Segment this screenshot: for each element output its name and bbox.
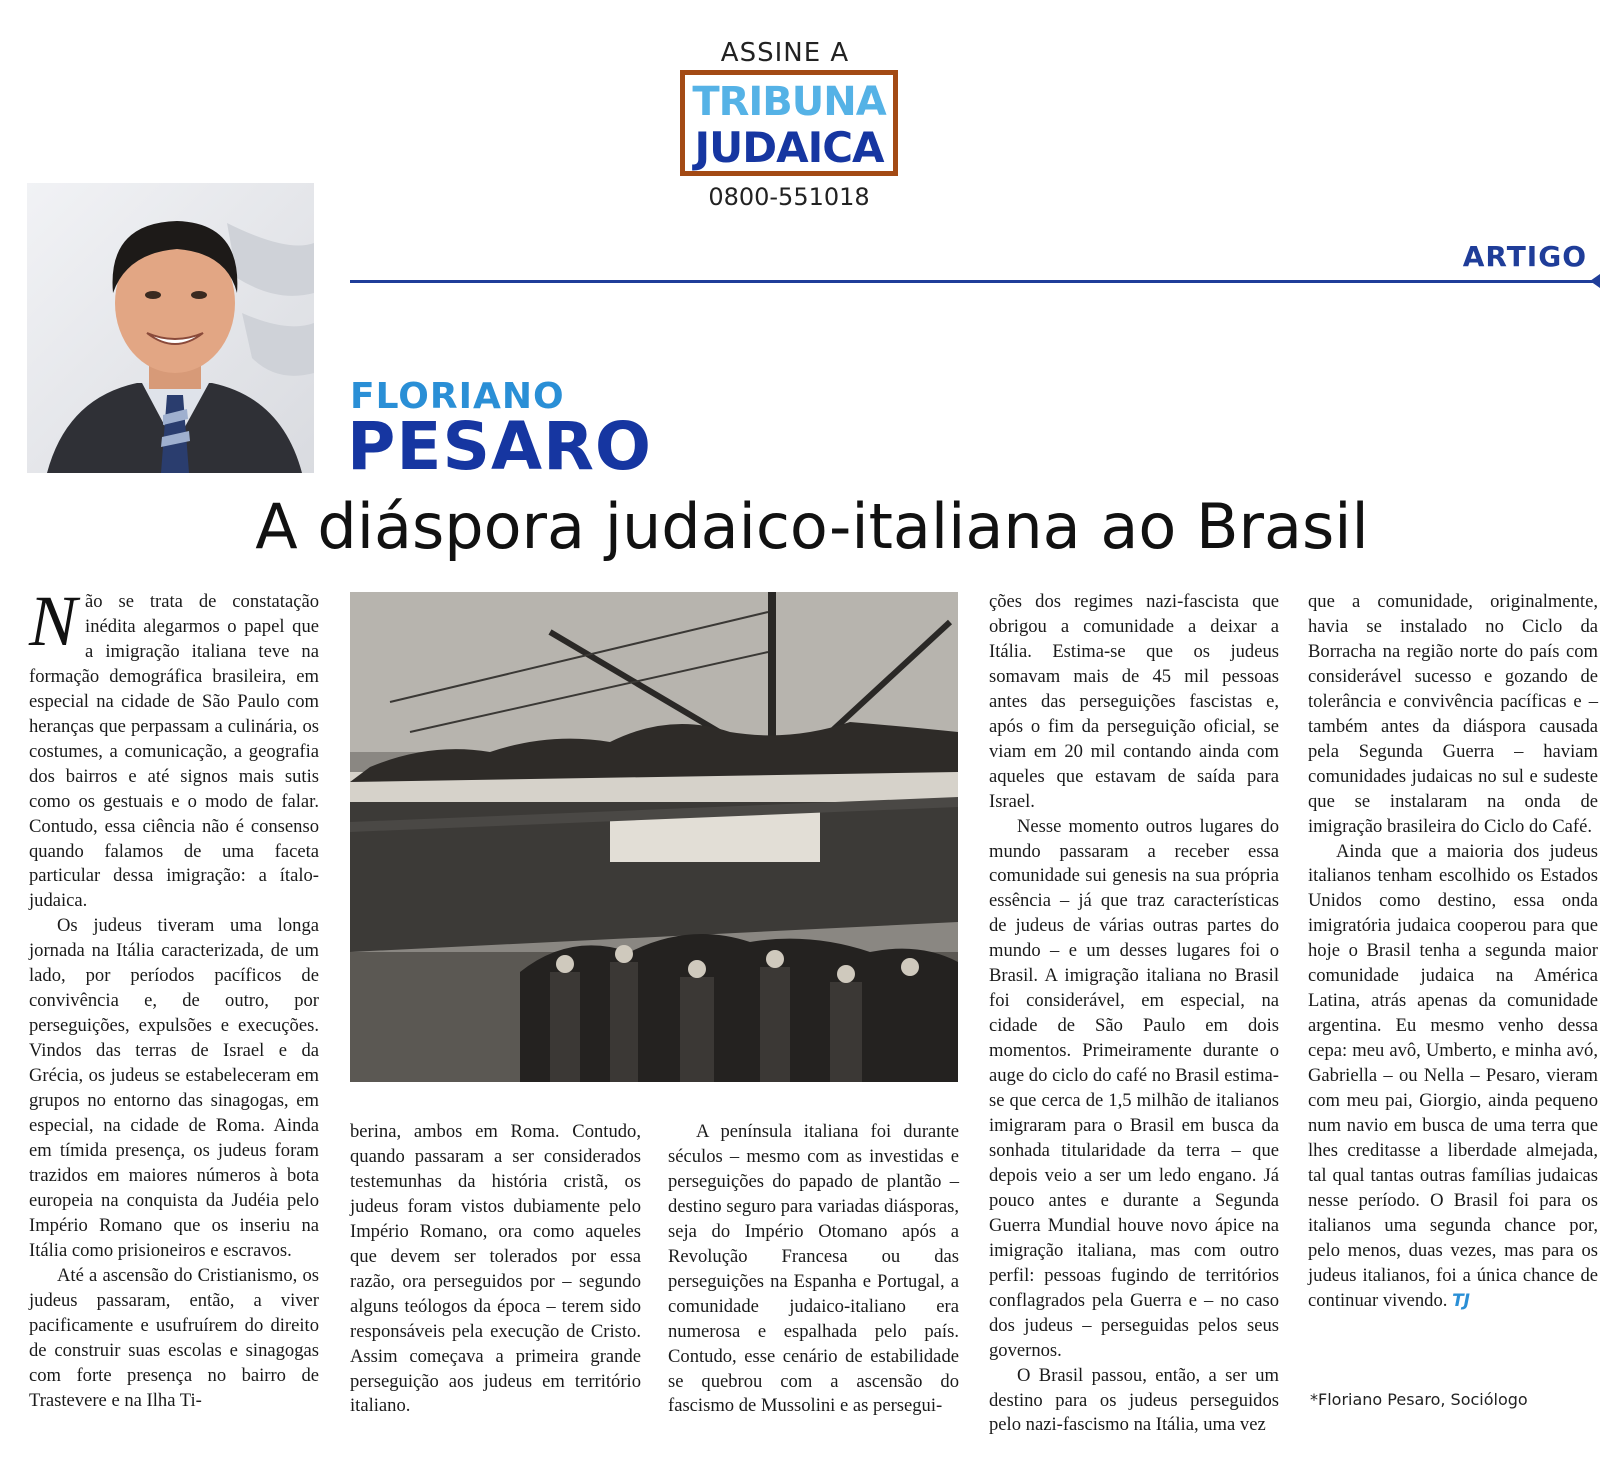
paragraph: Ainda que a maioria dos judeus italianos tenham escolhido os Estados Unidos como destino, essa onda imigratória judaica cooperou para que hoje o Brasil tenha a segunda maior comunidade judaica na América Latina, atrás apenas da comunidade argentina. Eu mesmo venho dessa cepa: meu avô, Umberto, e minha avó, Gabriella – ou Nella – Pesaro, vieram com meu pai, Giorgio, ainda pequeno num navio em busca de uma terra que lhes creditasse a liberdade almejada, tal qual tantas outras famílias judaicas nesse período. O Brasil foi para os italianos uma segunda chance por, pelo menos, duas vezes, mas para os judeus italianos, foi a única chance de continuar vivendo. TJ	[1308, 840, 1598, 1311]
ship-photo-illustration	[350, 592, 958, 1082]
article-column-2	[350, 1120, 641, 1419]
author-portrait-illustration	[27, 183, 314, 473]
paragraph: Não se trata de constatação inédita alegarmos o papel que a imigração italiana teve na formação demográfica brasileira, em especial na cidade de São Paulo com heranças que perpassam a culinária, os costumes, a comunicação, a geografia dos bairros e até signos mais sutis como os gestuais e o modo de falar. Contudo, essa ciência não é consenso quando falamos de uma faceta particular dessa imigração: a ítalo-judaica.	[29, 581, 319, 912]
article-column-5	[1308, 590, 1598, 1314]
paragraph: O Brasil passou, então, a ser um destino para os judeus perseguidos pelo nazi-fascismo na Itália, uma vez	[989, 1364, 1279, 1436]
paragraph: Até a ascensão do Cristianismo, os judeus passaram, então, a viver pacificamente e usufruírem do direito de construir suas escolas e sinagogas com forte presença no bairro de Trastevere e na Ilha Ti-	[29, 1264, 319, 1411]
signoff-tj: TJ	[1452, 1290, 1470, 1311]
paragraph: A península italiana foi durante séculos – mesmo com as investidas e perseguições do papado de plantão – destino seguro para variadas diásporas, seja do Império Otomano após a Revolução Francesa ou das perseguições na Espanha e Portugal, a comunidade judaico-italiano era numerosa e espalhada pelo país. Contudo, esse cenário de estabilidade se quebrou com a ascensão do fascismo de Mussolini e as persegui-	[668, 1121, 959, 1417]
tribuna-judaica-logo[interactable]	[680, 70, 898, 176]
author-first-name: FLORIANO	[350, 376, 565, 417]
article-headline: A diáspora judaico-italiana ao Brasil	[255, 490, 1369, 563]
ad-assine-label: ASSINE A	[720, 38, 850, 68]
author-last-name: PESARO	[347, 408, 652, 485]
article-column-1	[29, 581, 319, 1413]
section-label: ARTIGO	[1462, 240, 1587, 273]
author-photo	[27, 183, 314, 473]
paragraph: que a comunidade, originalmente, havia se instalado no Ciclo da Borracha na região norte do país com considerável sucesso e gozando de tolerância e convivência pacíficas e – também antes da diáspora causada pela Segunda Guerra – haviam comunidades judaicas no sul e sudeste que se instalaram na onda de imigração brasileira do Ciclo do Café.	[1308, 591, 1598, 837]
ship-immigrants-photo	[350, 592, 958, 1082]
logo-line-1: TRIBUNA	[692, 79, 886, 125]
paragraph: ções dos regimes nazi-fascista que obrigou a comunidade a deixar a Itália. Estima-se que os judeus somavam mais de 45 mil pessoas antes das perseguições fascistas e, após o fim da perseguição oficial, se viam em 20 mil contando ainda com aqueles que estavam de saída para Israel.	[989, 591, 1279, 812]
paragraph: Nesse momento outros lugares do mundo passaram a receber essa comunidade sui genesis na sua própria essência – já que traz características de judeus de várias outras partes do mundo – e um desses lugares foi o Brasil. A imigração italiana no Brasil foi considerável, em especial, na cidade de São Paulo em dois momentos. Primeiramente durante o auge do ciclo do café no Brasil estima-se que cerca de 1,5 milhão de italianos imigraram para o Brasil em busca da sonhada titularidade da terra – que depois veio a ser um ledo engano. Já pouco antes e durante a Segunda Guerra Mundial houve novo ápice na imigração italiana, mas com outro perfil: pessoas fugindo de territórios conflagrados pela Guerra e – no caso dos judeus – perseguidas pelos seus governos.	[989, 815, 1279, 1361]
article-column-3	[668, 1120, 959, 1419]
logo-line-2: JUDAICA	[694, 123, 884, 172]
drop-cap: N	[29, 581, 78, 661]
paragraph: berina, ambos em Roma. Contudo, quando passaram a ser considerados testemunhas da história cristã, os judeus foram vistos dubiamente pelo Império Romano, ora como aqueles que devem ser tolerados por essa razão, ora perseguidos por – segundo alguns teólogos da época – terem sido responsáveis pela execução de Cristo. Assim começava a primeira grande perseguição aos judeus em território italiano.	[350, 1121, 641, 1417]
paragraph: Os judeus tiveram uma longa jornada na Itália caracterizada, de um lado, por períodos pacíficos de convivência e, de outro, por perseguições, expulsões e execuções. Vindos das terras de Israel e da Grécia, os judeus se estabeleceram em grupos no entorno das sinagogas, em especial, na cidade de Roma. Ainda em tímida presença, os judeus foram trazidos em maiores números à bota europeia na conquista da Judéia pelo Império Romano que os inseriu na Itália como prisioneiros e escravos.	[29, 915, 319, 1261]
section-rule	[350, 280, 1593, 283]
ad-phone: 0800-551018	[708, 183, 870, 211]
section-rule-tip	[1590, 274, 1600, 288]
author-credit: *Floriano Pesaro, Sociólogo	[1310, 1390, 1528, 1409]
article-column-4	[989, 590, 1279, 1438]
